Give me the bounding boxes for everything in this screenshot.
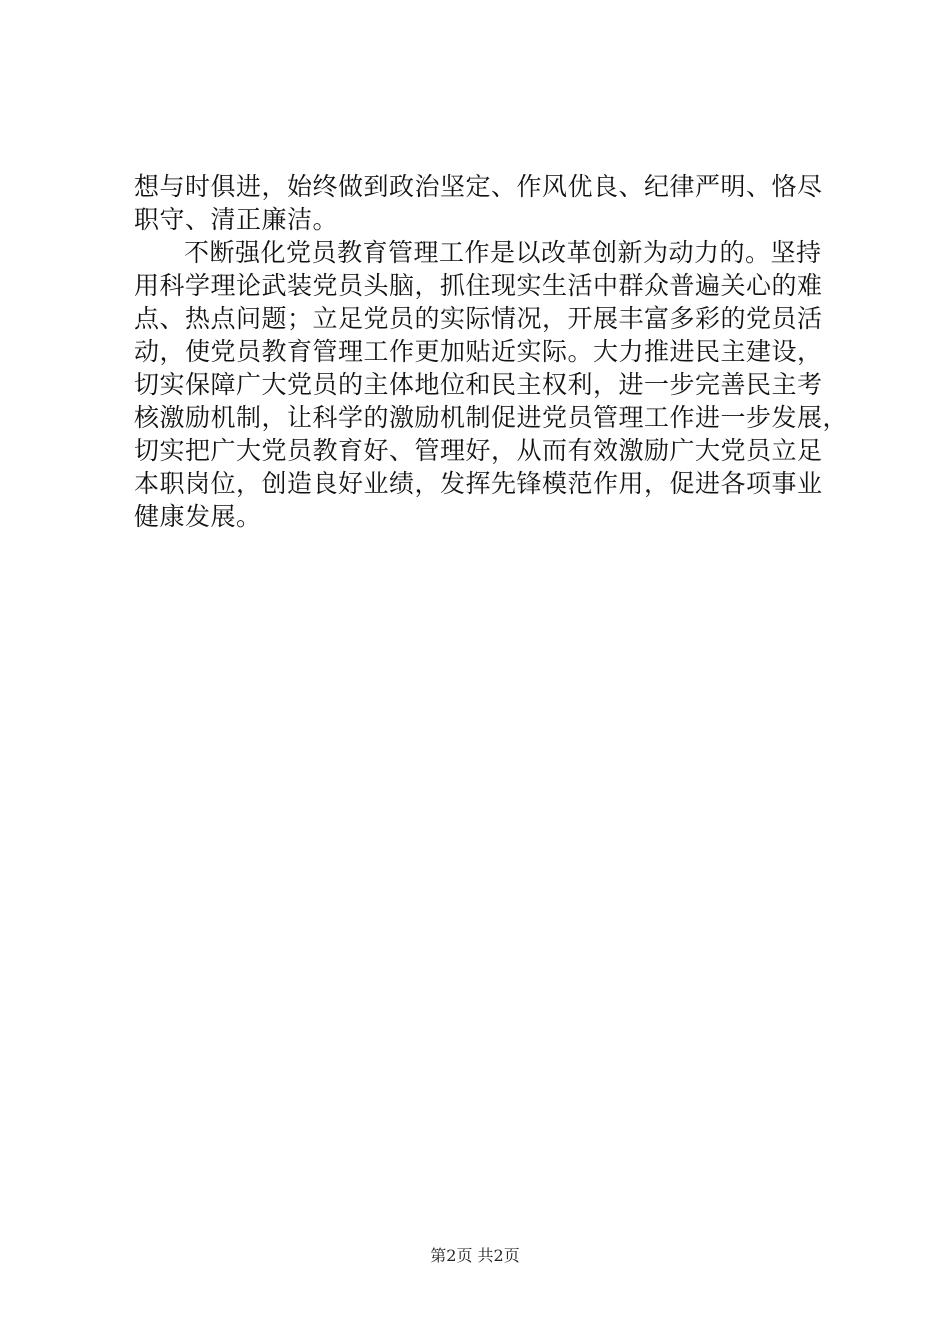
paragraph-1 — [134, 170, 834, 236]
paragraph-line: 点、热点问题；立足党员的实际情况，开展丰富多彩的党员活 — [134, 304, 823, 333]
paragraph-line: 想与时俱进，始终做到政治坚定、作风优良、纪律严明、恪尽 — [134, 172, 823, 201]
document-body — [134, 170, 849, 533]
paragraph-line: 切实把广大党员教育好、管理好，从而有效激励广大党员立足 — [134, 436, 823, 465]
paragraph-line: 切实保障广大党员的主体地位和民主权利，进一步完善民主考 — [134, 370, 823, 399]
paragraph-line: 核激励机制，让科学的激励机制促进党员管理工作进一步发展， — [134, 403, 849, 432]
paragraph-line: 职守、清正廉洁。 — [134, 205, 339, 234]
paragraph-line: 动，使党员教育管理工作更加贴近实际。大力推进民主建设， — [134, 337, 823, 366]
paragraph-line: 不断强化党员教育管理工作是以改革创新为动力的。坚持 — [184, 238, 822, 267]
paragraph-line: 本职岗位，创造良好业绩，发挥先锋模范作用，促进各项事业 — [134, 469, 823, 498]
paragraph-2 — [134, 236, 849, 533]
paragraph-line: 健康发展。 — [134, 502, 262, 531]
page-number-footer: 第2页 共2页 — [430, 1246, 520, 1265]
paragraph-line: 用科学理论武装党员头脑，抓住现实生活中群众普遍关心的难 — [134, 271, 823, 300]
